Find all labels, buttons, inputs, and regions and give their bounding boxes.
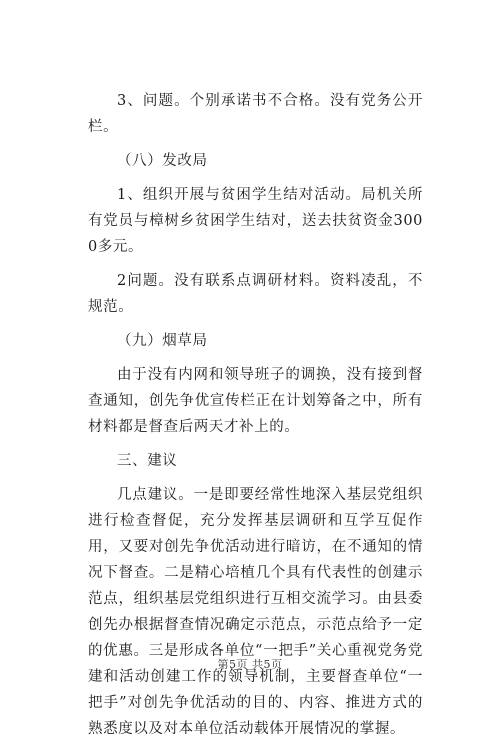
paragraph-tobacco-details: 由于没有内网和领导班子的调换，没有接到督查通知，创先争优宣传栏正在计划筹备之中，所有材料都是督查后两天才补上的。 — [88, 367, 423, 435]
paragraph-suggestions: 几点建议。一是即要经常性地深入基层党组织进行检查督促，充分发挥基层调研和互学互促作用，又要对创先争优活动进行暗访，在不通知的情况下督查。二是精心培植几个具有代表性的创建示范点，组织基层党组织进行互相交流学习。由县委创先办根据督查情况确定示范点，示范点给予一定的优惠。三是形成各单位“一把手”关心重视党务党建和活动创建工作的领导机制，主要督查单位“一把手”对创先争优活动的目的、内容、推进方式的熟悉度以及对本单位活动载体开展情况的掌握。 — [88, 487, 423, 737]
section-heading-development-reform-bureau: （八）发改局 — [117, 153, 208, 169]
document-body — [88, 88, 423, 742]
paragraph-pairing-activity: 1、组织开展与贫困学生结对活动。局机关所有党员与樟树乡贫困学生结对，送去扶贫资金3000多元。 — [88, 187, 423, 255]
section-heading-suggestions: 三、建议 — [117, 453, 178, 469]
page-number-footer: 第5页 共5页 — [217, 658, 283, 671]
paragraph-problem-2: 2问题。没有联系点调研材料。资料凌乱，不规范。 — [88, 273, 423, 315]
section-heading-tobacco-bureau: （九）烟草局 — [117, 333, 208, 349]
paragraph-problem-3: 3、问题。个别承诺书不合格。没有党务公开栏。 — [88, 93, 423, 135]
